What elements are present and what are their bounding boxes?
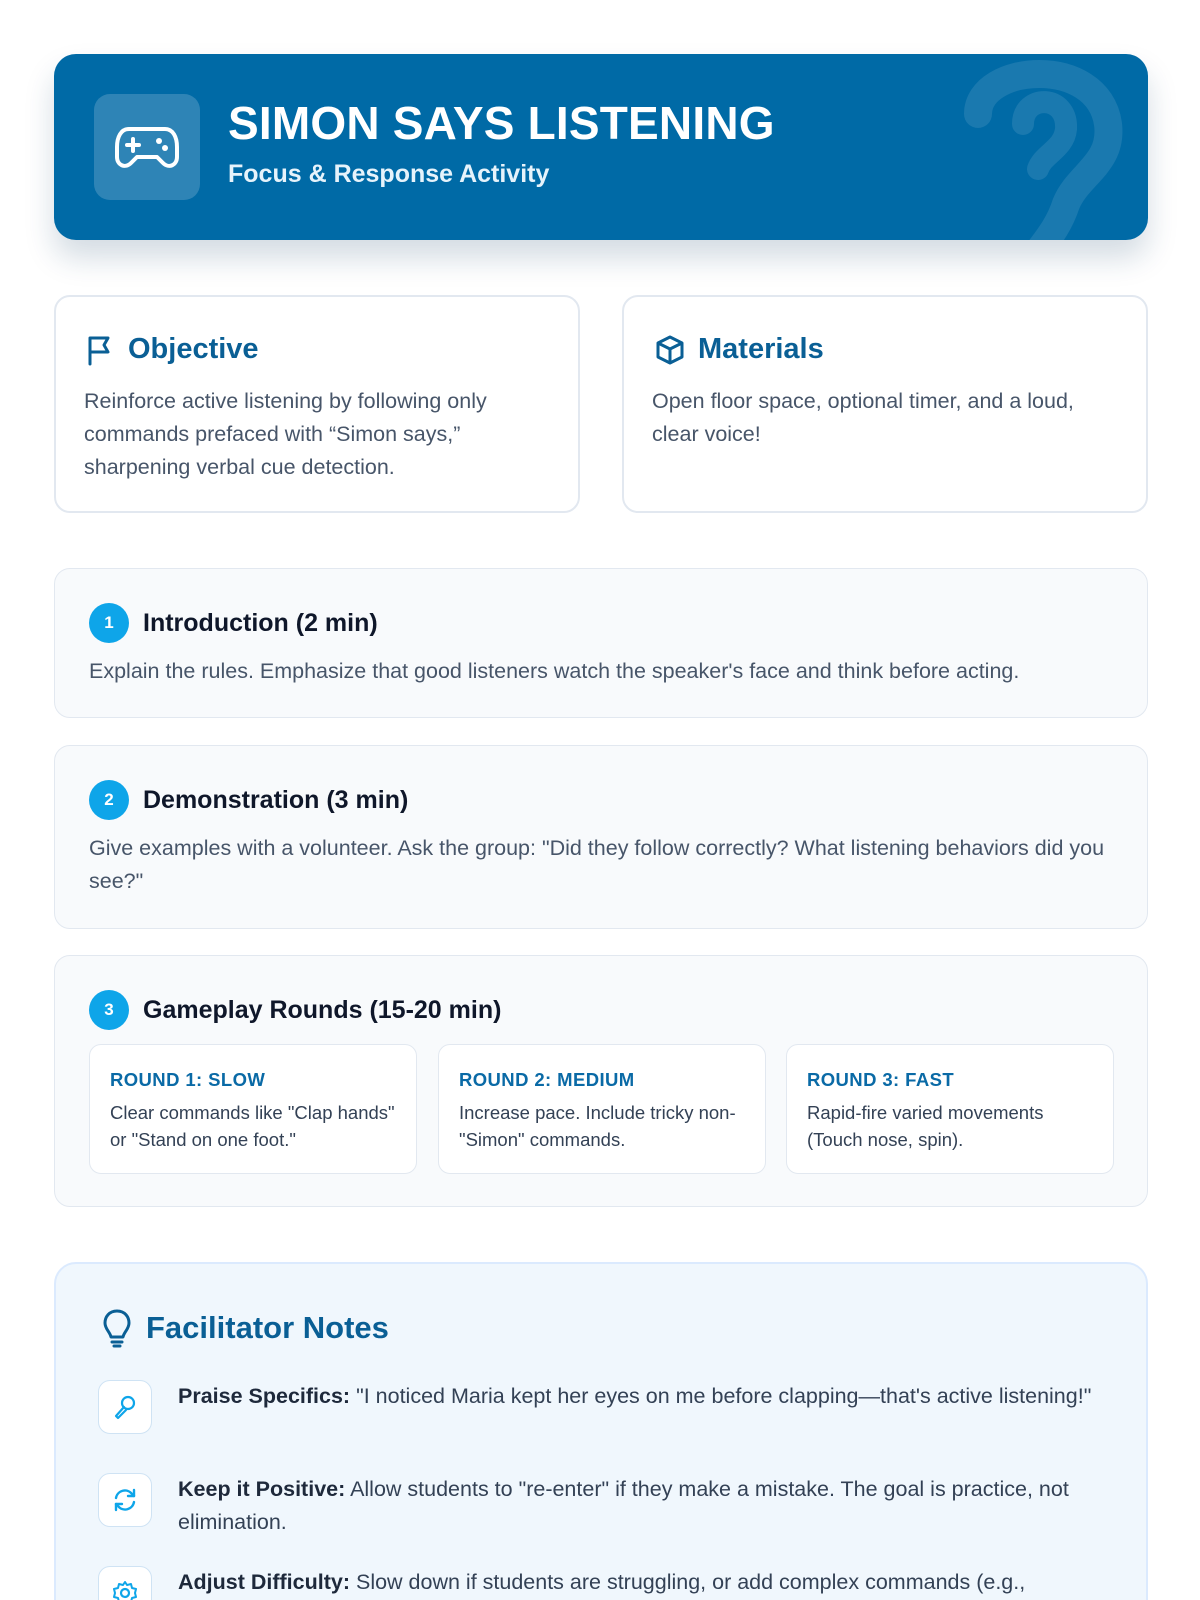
round-text: Clear commands like "Clap hands" or "Stand on one foot." [110, 1102, 395, 1150]
objective-title: Objective [128, 333, 259, 365]
note-label: Praise Specifics: [178, 1384, 351, 1408]
logo-badge [94, 94, 200, 200]
note-label: Keep it Positive: [178, 1477, 346, 1501]
round-card-medium [438, 1044, 766, 1174]
box-icon [654, 334, 686, 366]
note-text: Slow down if students are struggling, or add complex commands (e.g., [355, 1570, 1026, 1594]
step-title: Gameplay Rounds (15-20 min) [143, 995, 502, 1024]
step-text: Give examples with a volunteer. Ask the group: "Did they follow correctly? What listening behaviors did you see?" [89, 836, 1105, 893]
round-text: Rapid-fire varied movements (Touch nose, spin). [807, 1102, 1044, 1150]
page-title: SIMON SAYS LISTENING [228, 97, 775, 149]
flag-icon [86, 334, 116, 366]
materials-title: Materials [698, 333, 824, 365]
objective-text: Reinforce active listening by following only commands prefaced with “Simon says,” sharpening verbal cue detection. [84, 389, 487, 479]
microphone-icon [98, 1380, 152, 1434]
step-introduction [54, 568, 1148, 718]
title-banner [54, 54, 1148, 240]
round-title: ROUND 2: MEDIUM [459, 1069, 635, 1090]
objective-card [54, 295, 580, 513]
round-card-fast [786, 1044, 1114, 1174]
step-number: 2 [89, 780, 129, 820]
materials-card [622, 295, 1148, 513]
refresh-icon [98, 1473, 152, 1527]
step-title: Demonstration (3 min) [143, 785, 409, 814]
note-item [98, 1473, 1106, 1539]
note-text: "I noticed Maria kept her eyes on me before clapping—that's active listening!" [356, 1384, 1092, 1408]
notes-title: Facilitator Notes [146, 1310, 389, 1345]
materials-text: Open floor space, optional timer, and a loud, clear voice! [652, 389, 1074, 446]
round-text: Increase pace. Include tricky non-"Simon" commands. [459, 1102, 736, 1150]
note-item [98, 1380, 1106, 1434]
note-item [98, 1566, 1106, 1600]
step-title: Introduction (2 min) [143, 608, 378, 637]
step-gameplay [54, 955, 1148, 1207]
facilitator-notes [54, 1262, 1148, 1600]
step-text: Explain the rules. Emphasize that good listeners watch the speaker's face and think before acting. [89, 659, 1020, 683]
page-subtitle: Focus & Response Activity [228, 160, 550, 188]
gamepad-icon [115, 123, 179, 171]
step-demonstration [54, 745, 1148, 929]
lightbulb-icon [102, 1308, 132, 1348]
round-title: ROUND 1: SLOW [110, 1069, 266, 1090]
note-text: Allow students to "re-enter" if they make a mistake. The goal is practice, not elimination. [178, 1477, 1069, 1534]
note-label: Adjust Difficulty: [178, 1570, 350, 1594]
ear-icon [938, 54, 1148, 240]
settings-icon [98, 1566, 152, 1600]
round-title: ROUND 3: FAST [807, 1069, 955, 1090]
step-number: 3 [89, 990, 129, 1030]
step-number: 1 [89, 603, 129, 643]
round-card-slow [89, 1044, 417, 1174]
